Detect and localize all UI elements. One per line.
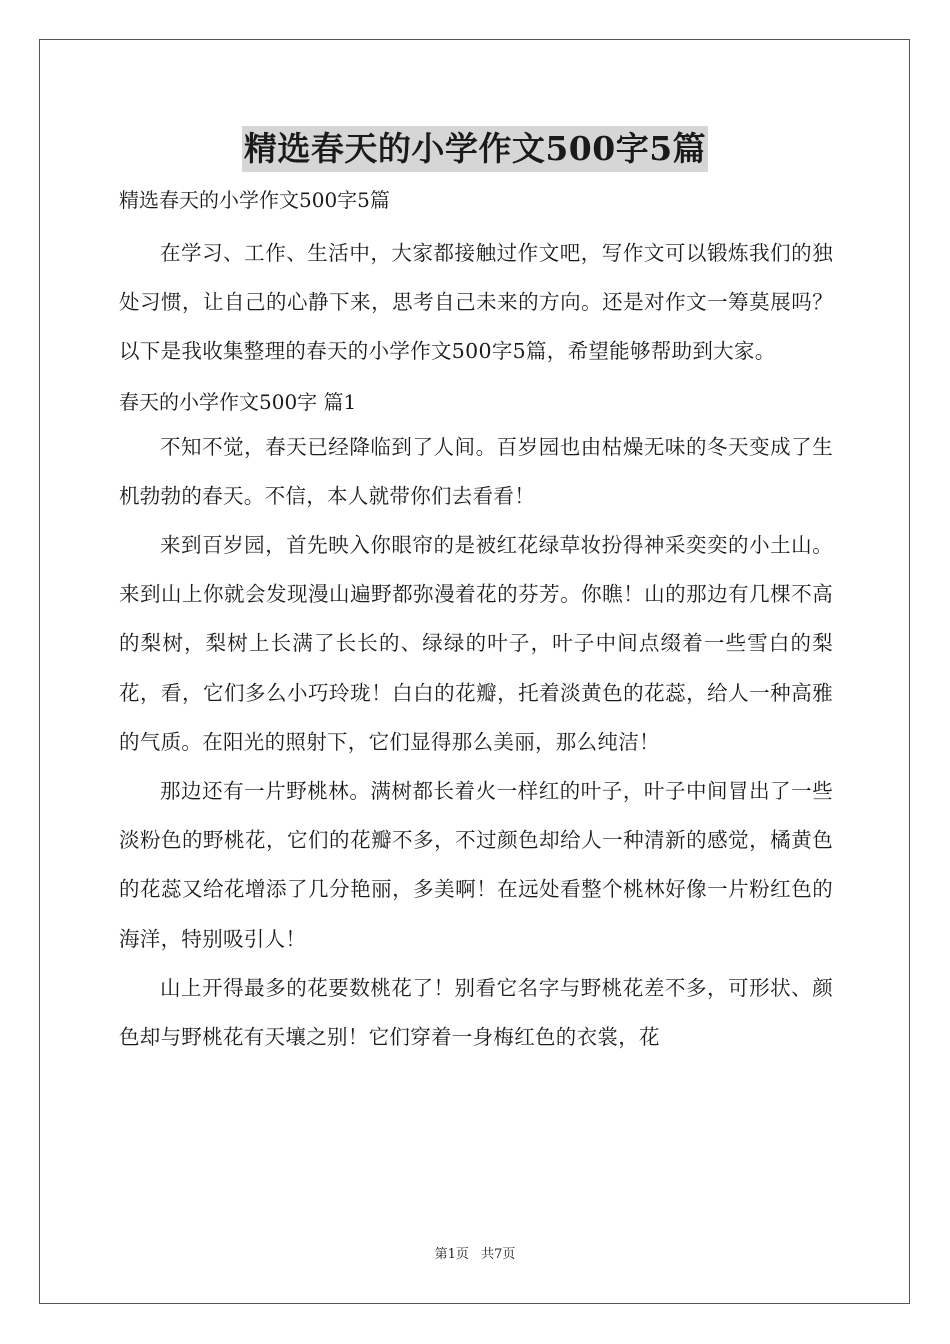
document-body [119,180,833,1062]
document-title: 精选春天的小学作文500字5篇 [242,126,708,172]
body-paragraph-3: 那边还有一片野桃林。满树都长着火一样红的叶子，叶子中间冒出了一些淡粉色的野桃花，它们的花瓣不多，不过颜色却给人一种清新的感觉，橘黄色的花蕊又给花增添了几分艳丽，多美啊！在远处看整个桃林好像一片粉红色的海洋，特别吸引人！ [119,779,833,951]
section-heading: 春天的小学作文500字 篇1 [119,389,357,414]
page-number: 第1页 [434,1247,469,1262]
total-pages: 共7页 [481,1247,516,1262]
subtitle-line: 精选春天的小学作文500字5篇 [119,188,390,212]
intro-paragraph: 在学习、工作、生活中，大家都接触过作文吧，写作文可以锻炼我们的独处习惯，让自己的心静下来，思考自己未来的方向。还是对作文一筹莫展吗？以下是我收集整理的春天的小学作文500字5篇，希望能够帮助到大家。 [119,241,833,364]
title-container [0,126,950,172]
body-paragraph-2: 来到百岁园，首先映入你眼帘的是被红花绿草妆扮得神采奕奕的小土山。来到山上你就会发现漫山遍野都弥漫着花的芬芳。你瞧！山的那边有几棵不高的梨树，梨树上长满了长长的、绿绿的叶子，叶子中间点缀着一些雪白的梨花，看，它们多么小巧玲珑！白白的花瓣，托着淡黄色的花蕊，给人一种高雅的气质。在阳光的照射下，它们显得那么美丽，那么纯洁！ [119,533,833,754]
body-paragraph-4: 山上开得最多的花要数桃花了！别看它名字与野桃花差不多，可形状、颜色却与野桃花有天壤之别！它们穿着一身梅红色的衣裳，花 [119,975,833,1050]
page-footer [0,1245,950,1265]
body-paragraph-1: 不知不觉，春天已经降临到了人间。百岁园也由枯燥无味的冬天变成了生机勃勃的春天。不信，本人就带你们去看看！ [119,434,833,508]
